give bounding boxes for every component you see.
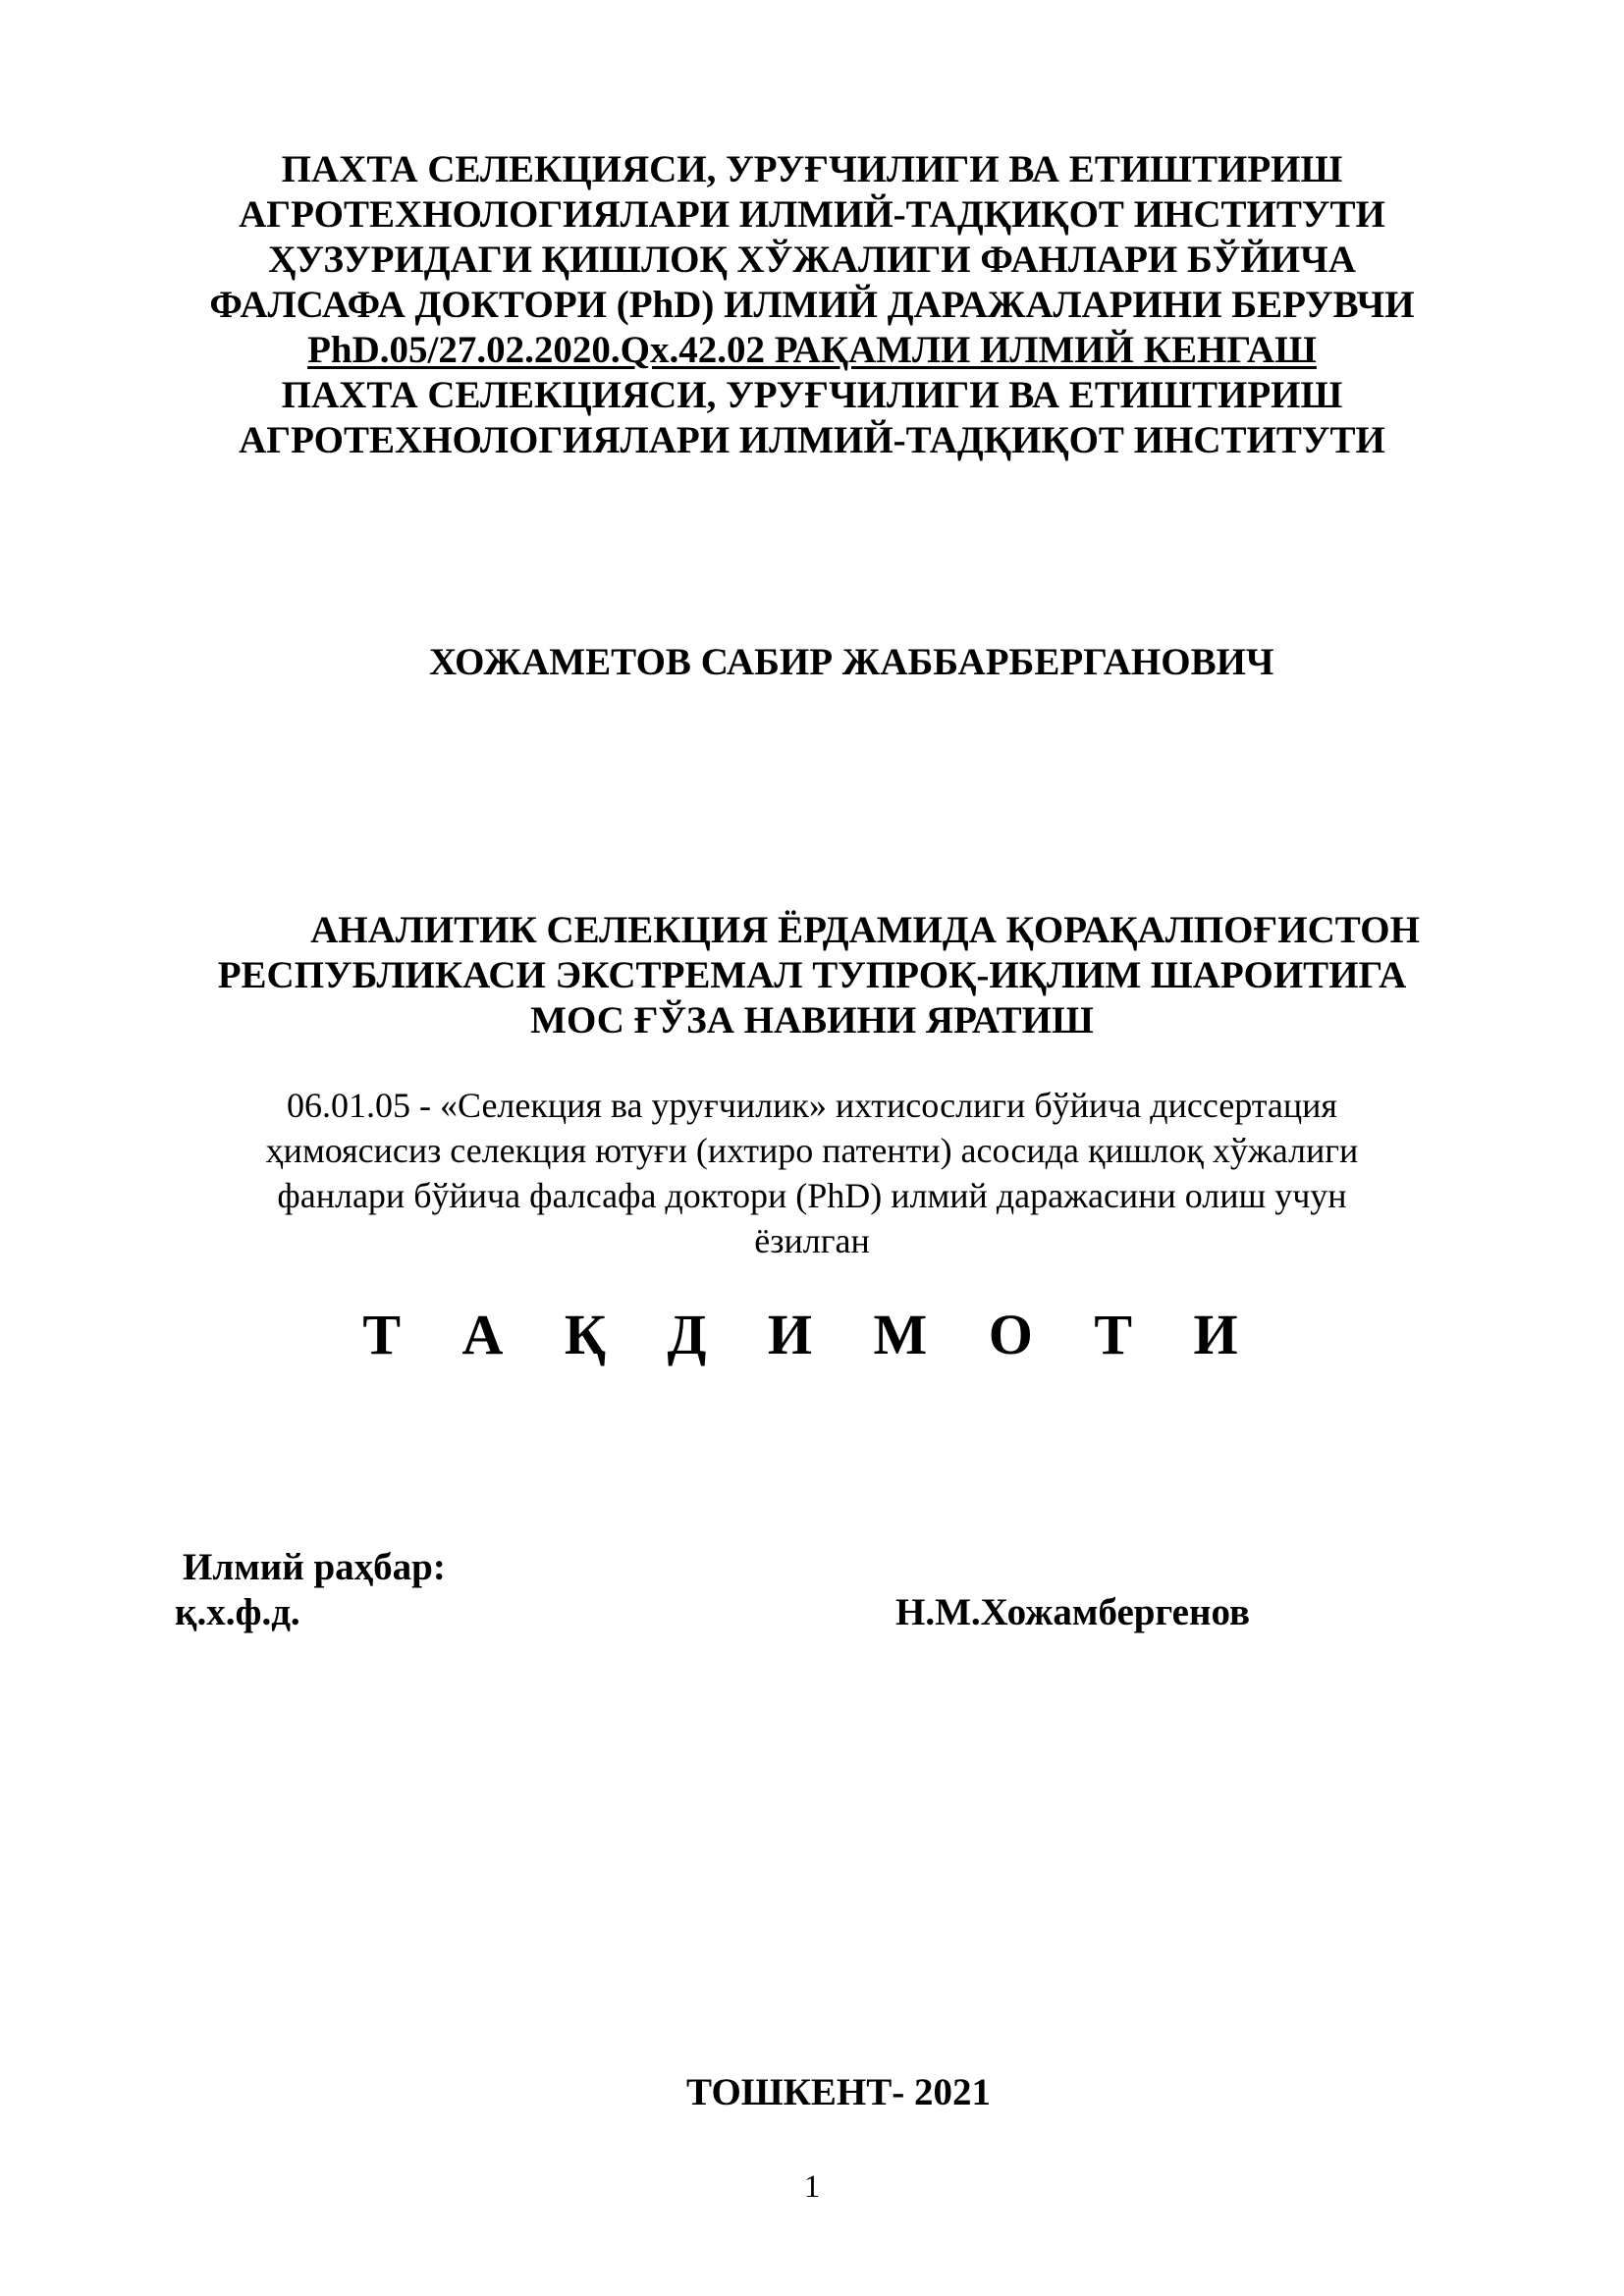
description-line: фанлари бўйича фалсафа доктори (PhD) илмий даражасини олиш учун <box>277 1176 1347 1215</box>
supervisor-degree: қ.х.ф.д. <box>175 1591 300 1633</box>
header-line: ФАЛСАФА ДОКТОРИ (PhD) ИЛМИЙ ДАРАЖАЛАРИНИ БЕРУВЧИ <box>209 284 1415 326</box>
description-line: ёзилган <box>754 1221 870 1260</box>
city-year: ТОШКЕНТ- 2021 <box>685 2071 992 2113</box>
header-line: АГРОТЕХНОЛОГИЯЛАРИ ИЛМИЙ-ТАДҚИҚОТ ИНСТИТУТИ <box>239 193 1385 236</box>
title-line: РЕСПУБЛИКАСИ ЭКСТРЕМАЛ ТУПРОҚ-ИҚЛИМ ШАРОИТИГА <box>217 954 1407 996</box>
supervisor-name: Н.М.Хожамбергенов <box>895 1591 1251 1633</box>
dissertation-title <box>0 908 1624 1043</box>
description-line: ҳимоясисиз селекция ютуғи (ихтиро патенти) асосида қишлоқ хўжалиги <box>265 1131 1359 1170</box>
description-line: 06.01.05 - «Селекция ва уруғчилик» ихтисослиги бўйича диссертация <box>287 1086 1337 1125</box>
header-line: АГРОТЕХНОЛОГИЯЛАРИ ИЛМИЙ-ТАДҚИҚОТ ИНСТИТУТИ <box>239 419 1385 461</box>
document-type-heading: Т А Қ Д И М О Т И <box>362 1303 1262 1366</box>
title-line: АНАЛИТИК СЕЛЕКЦИЯ ЁРДАМИДА ҚОРАҚАЛПОҒИСТОН <box>310 909 1420 951</box>
page-number: 1 <box>803 2169 821 2205</box>
supervisor-label: Илмий раҳбар: <box>183 1546 446 1588</box>
author-name: ХОЖАМЕТОВ САБИР ЖАББАРБЕРГАНОВИЧ <box>429 641 1274 683</box>
council-header <box>0 147 1624 463</box>
header-line: ҲУЗУРИДАГИ ҚИШЛОҚ ХЎЖАЛИГИ ФАНЛАРИ БЎЙИЧА <box>268 239 1356 281</box>
header-line: ПАХТА СЕЛЕКЦИЯСИ, УРУҒЧИЛИГИ ВА ЕТИШТИРИШ <box>281 148 1343 190</box>
title-line: МОС ҒЎЗА НАВИНИ ЯРАТИШ <box>530 999 1094 1041</box>
specialty-description <box>0 1083 1624 1263</box>
council-number-line: PhD.05/27.02.2020.Qx.42.02 РАҚАМЛИ ИЛМИЙ КЕНГАШ <box>307 329 1317 371</box>
header-line: ПАХТА СЕЛЕКЦИЯСИ, УРУҒЧИЛИГИ ВА ЕТИШТИРИШ <box>281 374 1343 416</box>
